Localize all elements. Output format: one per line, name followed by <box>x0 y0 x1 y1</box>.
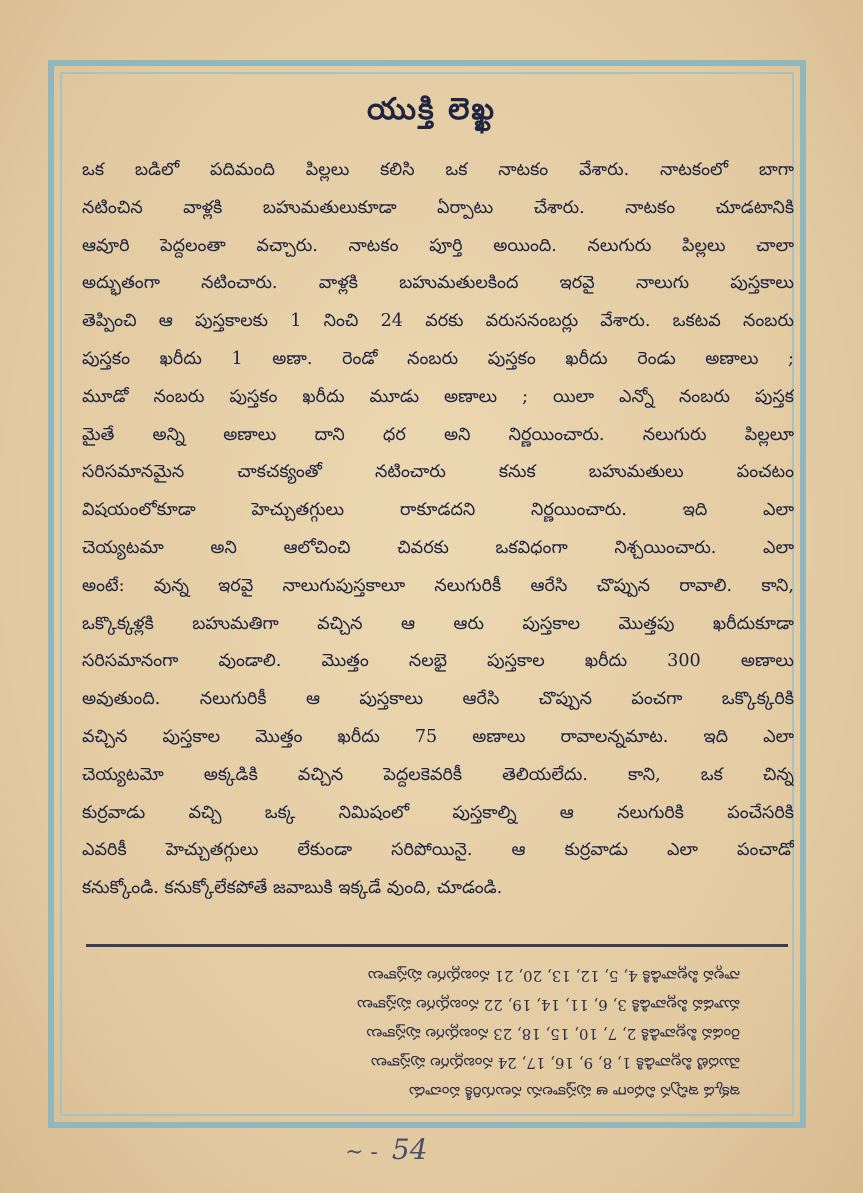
paragraph-line: చెయ్యటమా అని ఆలోచించి చివరకు ఒకవిధంగా నిశ్చయించారు. ఎలా <box>82 537 794 558</box>
paragraph-line: వచ్చిన పుస్తకాల మొత్తం ఖరీదు 75 అణాలు రావాలన్నమాట. ఇది ఎలా <box>82 726 794 747</box>
paragraph-line: నటించిన వాళ్లకి బహుమతులుకూడా ఏర్పాటు చేశారు. నాటకం చూడటానికి <box>82 197 794 218</box>
paragraph-line: అవుతుంది. నలుగురికీ ఆ పుస్తకాలు ఆరేసి చొప్పున పంచగా ఒక్కొక్కరికి <box>82 689 794 710</box>
paragraph-line: తెప్పించి ఆ పుస్తకాలకు 1 నించి 24 వరకు వరుసనంబర్లు వేశారు. ఒకటవ నంబరు <box>82 311 794 332</box>
answer-line: రెండవ పిల్లవాడికి 2, 7, 10, 15, 18, 23 నంబర్లుగల పుస్తకాలు <box>366 1025 740 1043</box>
handwritten-page-mark <box>345 1133 428 1166</box>
paragraph-line: మూడో నంబరు పుస్తకం ఖరీదు మూడు అణాలు ; యిలా ఎన్నో నంబరు పుస్తక <box>82 386 794 407</box>
paragraph-line: విషయంలోకూడా హెచ్చుతగ్గులు రాకూడదని నిర్ణయించారు. ఇది ఎలా <box>82 500 794 521</box>
paragraph-line: పుస్తకం ఖరీదు 1 అణా. రెండో నంబరు పుస్తకం ఖరీదు రెండు అణాలు ; <box>82 348 794 369</box>
paragraph-line: కుర్రవాడు వచ్చి ఒక్క నిమిషంలో పుస్తకాల్ని ఆ నలుగురికి పంచేసరికి <box>82 802 794 823</box>
paragraph-line: కనుక్కోండి. కనుక్కోలేకపోతే జవాబుకి ఇక్కడే వుంది, చూడండి. <box>82 878 503 899</box>
paragraph-line: సరిసమానంగా వుండాలి. మొత్తం నలభై పుస్తకాల ఖరీదు 300 అణాలు <box>82 651 794 672</box>
paragraph-line: ఎవరికీ హెచ్చుతగ్గులు లేకుండా సరిపోయినై. ఆ కుర్రవాడు ఎలా పంచాడో <box>82 840 794 861</box>
puzzle-title: యుక్తి లెఖ్ఖ <box>367 92 496 127</box>
puzzle-paragraph <box>82 152 794 908</box>
paragraph-line: మైతే అన్ని అణాలు దాని ధర అని నిర్ణయించారు. నలుగురు పిల్లలూ <box>82 424 794 445</box>
paragraph-line: ఒక్కొక్కళ్లకి బహుమతిగా వచ్చిన ఆ ఆరు పుస్తకాల మొత్తపు ఖరీదుకూడా <box>82 613 794 634</box>
paragraph-line: చెయ్యటమో అక్కడికి వచ్చిన పెద్దలకెవరికీ తెలియలేదు. కాని, ఒక చిన్న <box>82 764 794 785</box>
paragraph-line: సరిసమానమైన చాకచక్యంతో నటించారు కనుక బహుమతులు పంచటం <box>82 462 794 483</box>
answer-line: నాల్గవ పిల్లవాడికి 4, 5, 12, 13, 20, 21 నంబర్లుగల పుస్తకాలు <box>367 967 740 985</box>
answer-line: ఇక్కడ ఇచ్చిన విధంగా ఆ పుస్తకాలను నలుగురికీ పంచాడు <box>408 1083 740 1101</box>
pencil-dash: ~ - <box>345 1140 378 1165</box>
paragraph-line: అంటే: వున్న ఇరవై నాలుగుపుస్తకాలూ నలుగురికీ ఆరేసి చొప్పున రావాలి. కాని, <box>82 575 794 596</box>
inverted-answer-block <box>100 956 740 1106</box>
answer-line: మొదటి పిల్లవాడికి 1, 8, 9, 16, 17, 24 నంబర్లుగల పుస్తకాలు <box>370 1054 740 1072</box>
paragraph-line: ఒక బడిలో పదిమంది పిల్లలు కలిసి ఒక నాటకం వేశారు. నాటకంలో బాగా <box>82 160 794 180</box>
answer-divider <box>86 944 788 947</box>
paragraph-line: అద్భుతంగా నటించారు. వాళ్లకి బహుమతులకింద ఇరవై నాలుగు పుస్తకాలు <box>82 273 794 294</box>
paragraph-line: ఆవూరి పెద్దలంతా వచ్చారు. నాటకం పూర్తి అయింది. నలుగురు పిల్లలు చాలా <box>82 235 794 256</box>
page-mark-text: 54 <box>391 1133 428 1166</box>
answer-line: మూడవ పిల్లవాడికి 3, 6, 11, 14, 19, 22 నంబర్లుగల పుస్తకాలు <box>357 996 740 1014</box>
